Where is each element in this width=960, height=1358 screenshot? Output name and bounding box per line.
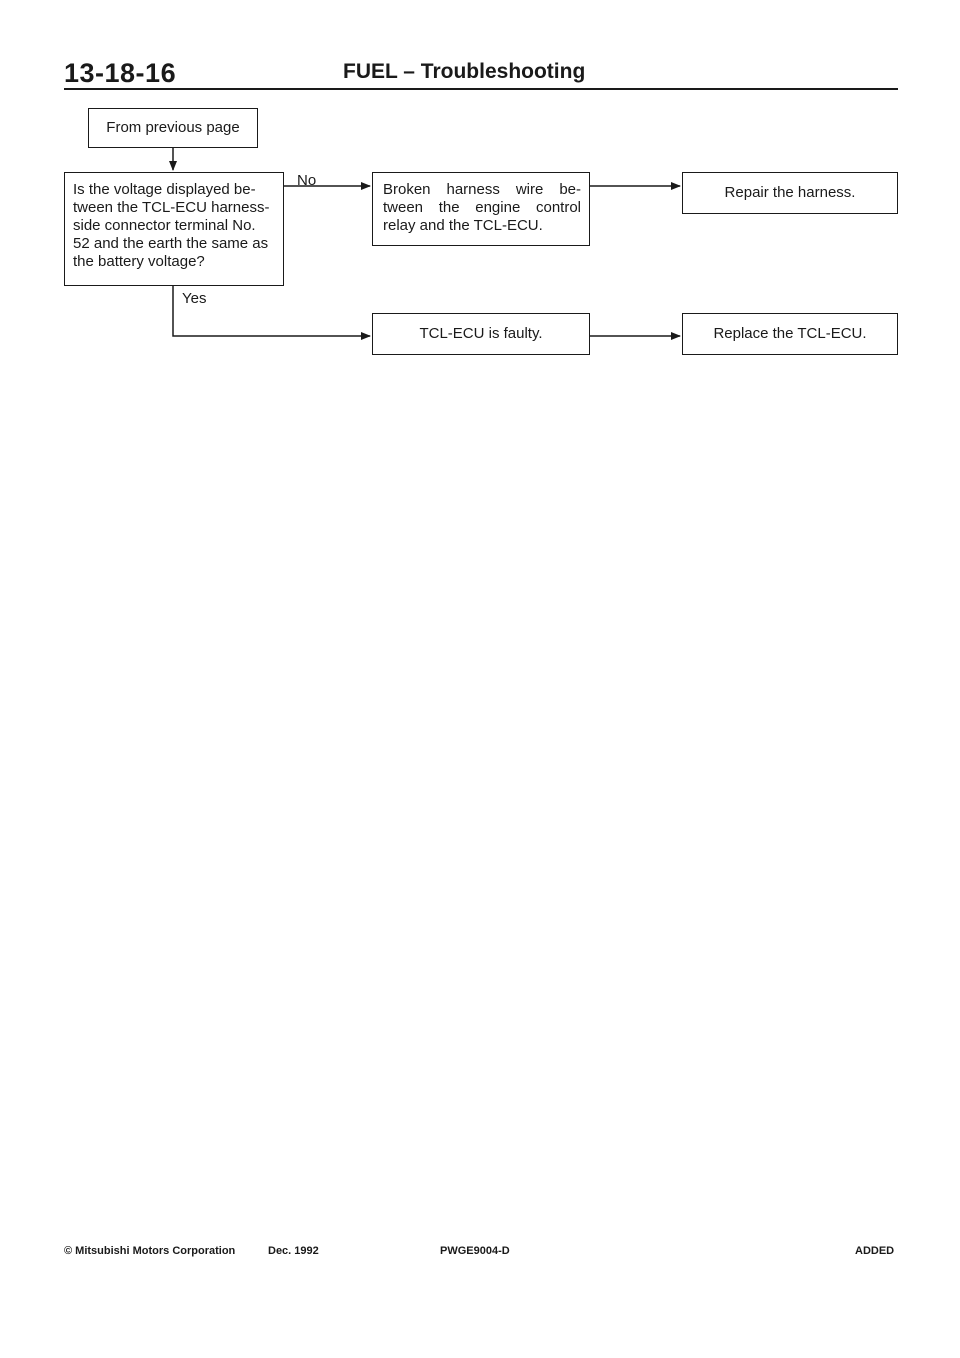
replace-ecu-text: Replace the TCL-ECU.: [713, 325, 867, 342]
footer-status: ADDED: [855, 1245, 895, 1257]
broken-harness-text: Broken harness wire be-tween the engine control relay and the TCL-ECU.: [383, 181, 581, 234]
page-title: FUEL – Troubleshooting: [343, 60, 586, 83]
yes-branch-label: Yes: [182, 290, 207, 307]
footer-copyright: © Mitsubishi Motors Corporation: [64, 1245, 236, 1257]
voltage-question-box: [64, 172, 284, 286]
ecu-faulty-box: [372, 313, 590, 355]
page-number: 13-18-16: [64, 58, 177, 88]
no-branch-label: No: [297, 172, 317, 189]
replace-ecu-box: [682, 313, 898, 355]
footer-document-code: PWGE9004-D: [440, 1245, 510, 1257]
ecu-faulty-text: TCL-ECU is faulty.: [419, 325, 543, 342]
repair-harness-box: [682, 172, 898, 214]
repair-harness-text: Repair the harness.: [724, 184, 856, 201]
from-previous-page-text: From previous page: [106, 119, 240, 136]
voltage-question-text: Is the voltage displayed be-tween the TCL-ECU harness-side connector terminal No. 52 and the earth the same as the battery voltage?: [73, 181, 270, 270]
from-previous-page-box: [88, 108, 258, 148]
footer-date: Dec. 1992: [268, 1245, 319, 1257]
broken-harness-box: [372, 172, 590, 246]
